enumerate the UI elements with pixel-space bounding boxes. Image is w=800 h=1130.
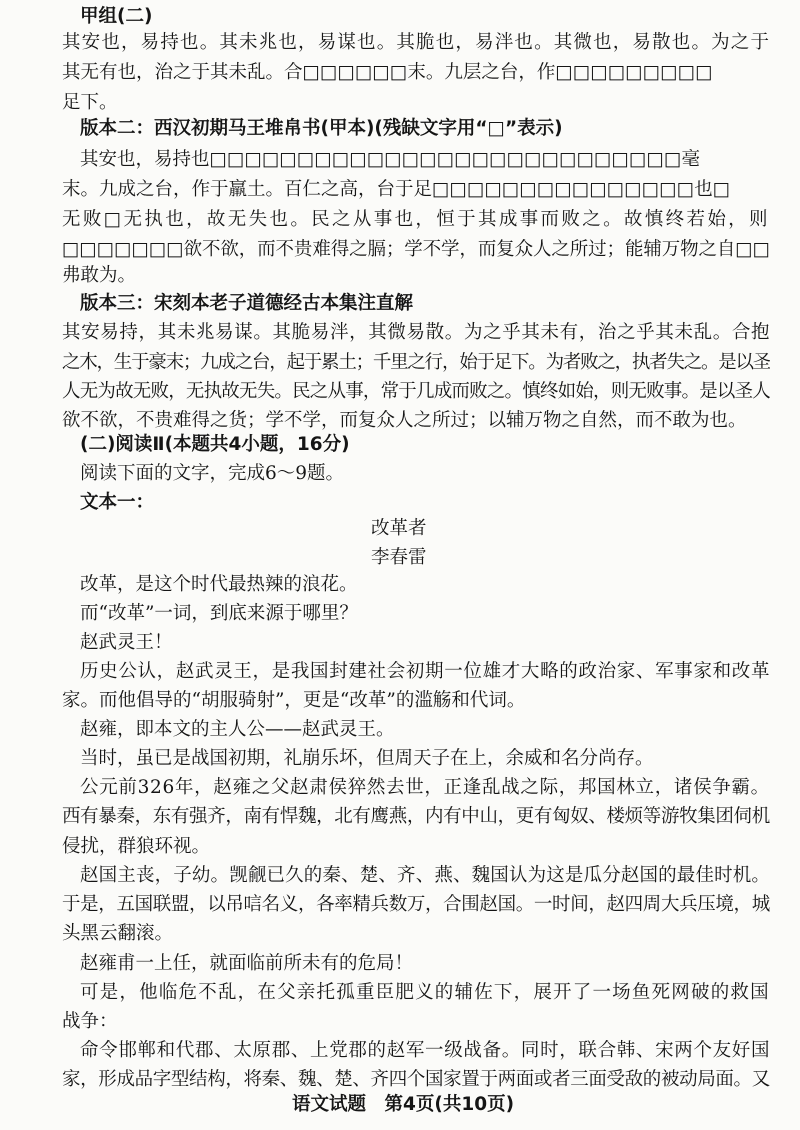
text-line: 赵雍，即本文的主人公——赵武灵王。	[80, 719, 395, 740]
text-line: 改革，是这个时代最热辣的浪花。	[80, 574, 358, 595]
text-line: 其无有也，治之于其未乱。合□□□□□□末。九层之台，作□□□□□□□□□	[62, 62, 713, 83]
text-line: 人无为故无败，无执故无失。民之从事，常于几成而败之。慎终如始，则无败事。是以圣人	[62, 381, 770, 402]
text-line: 其安也，易持也□□□□□□□□□□□□□□□□□□□□□□□□□□□毫	[80, 149, 700, 170]
text-line: 赵武灵王！	[80, 632, 173, 653]
text-line: 弗敢为。	[62, 265, 137, 286]
text-line: 无败□无执也，故无失也。民之从事也，恒于其成事而败之。故慎终若始，则	[62, 209, 770, 230]
text-line: 赵国主丧，子幼。觊觎已久的秦、楚、齐、燕、魏国认为这是瓜分赵国的最佳时机。	[80, 865, 770, 886]
text-line: 足下。	[62, 92, 118, 113]
section-heading: (二)阅读Ⅱ(本题共4小题，16分)	[80, 434, 350, 455]
text-line: 侵扰，群狼环视。	[62, 836, 211, 857]
text-line: 其安也，易持也。其未兆也，易谋也。其脆也，易泮也。其微也，易散也。为之于	[62, 32, 770, 53]
text-line: 头黑云翻滚。	[62, 923, 174, 944]
section-heading: 版本二：西汉初期马王堆帛书(甲本)(残缺文字用“□”表示)	[80, 118, 563, 139]
section-heading: 版本三：宋刻本老子道德经古本集注直解	[80, 293, 414, 314]
text-line: 公元前326年，赵雍之父赵肃侯猝然去世，正逢乱战之际，邦国林立，诸侯争霸。	[80, 777, 770, 798]
text-line: 历史公认，赵武灵王，是我国封建社会初期一位雄才大略的政治家、军事家和改革	[80, 661, 770, 682]
text-line: 当时，虽已是战国初期，礼崩乐坏，但周天子在上，余威和名分尚存。	[80, 748, 654, 769]
text-line: □□□□□□□欲不欲，而不贵难得之膈；学不学，而复众人之所过；能辅万物之自□□	[62, 239, 770, 260]
text-line: 而“改革”一词，到底来源于哪里？	[80, 603, 358, 624]
text-line: 家，形成品字型结构，将秦、魏、楚、齐四个国家置于两面或者三面受敌的被动局面。又	[62, 1069, 770, 1090]
text-line: 于是，五国联盟，以吊唁名义，各率精兵数万，合围赵国。一时间，赵四周大兵压境，城	[62, 894, 770, 915]
article-title: 李春雷	[371, 547, 427, 568]
text-line: 命令邯郸和代郡、太原郡、上党郡的赵军一级战备。同时，联合韩、宋两个友好国	[80, 1040, 770, 1061]
text-line: 末。九成之台，作于羸土。百仁之高，台于足□□□□□□□□□□□□□□□也□	[62, 179, 731, 200]
text-line: 欲不欲，不贵难得之货；学不学，而复众人之所过；以辅万物之自然，而不敢为也。	[62, 410, 747, 431]
text-line: 战争：	[62, 1011, 118, 1032]
article-title: 改革者	[371, 518, 427, 539]
section-heading: 甲组(二)	[80, 6, 153, 27]
text-line: 之木，生于豪末；九成之台，起于累土；千里之行，始于足下。为者败之，执者失之。是以圣	[62, 352, 770, 373]
text-line: 阅读下面的文字，完成6～9题。	[80, 463, 345, 484]
text-line: 其安易持，其未兆易谋。其脆易泮，其微易散。为之乎其未有，治之乎其未乱。合抱	[62, 322, 770, 343]
text-line: 西有暴秦，东有强齐，南有悍魏，北有鹰燕，内有中山，更有匈奴、楼烦等游牧集团伺机	[62, 806, 770, 827]
text-line: 赵雍甫一上任，就面临前所未有的危局！	[80, 953, 414, 974]
text-line: 家。而他倡导的“胡服骑射”，更是“改革”的滥觞和代词。	[62, 690, 526, 711]
text-line: 可是，他临危不乱，在父亲托孤重臣肥义的辅佐下，展开了一场鱼死网破的救国	[80, 982, 770, 1003]
section-heading: 文本一：	[80, 492, 155, 513]
page-footer: 语文试题 第4页(共10页)	[292, 1094, 515, 1115]
